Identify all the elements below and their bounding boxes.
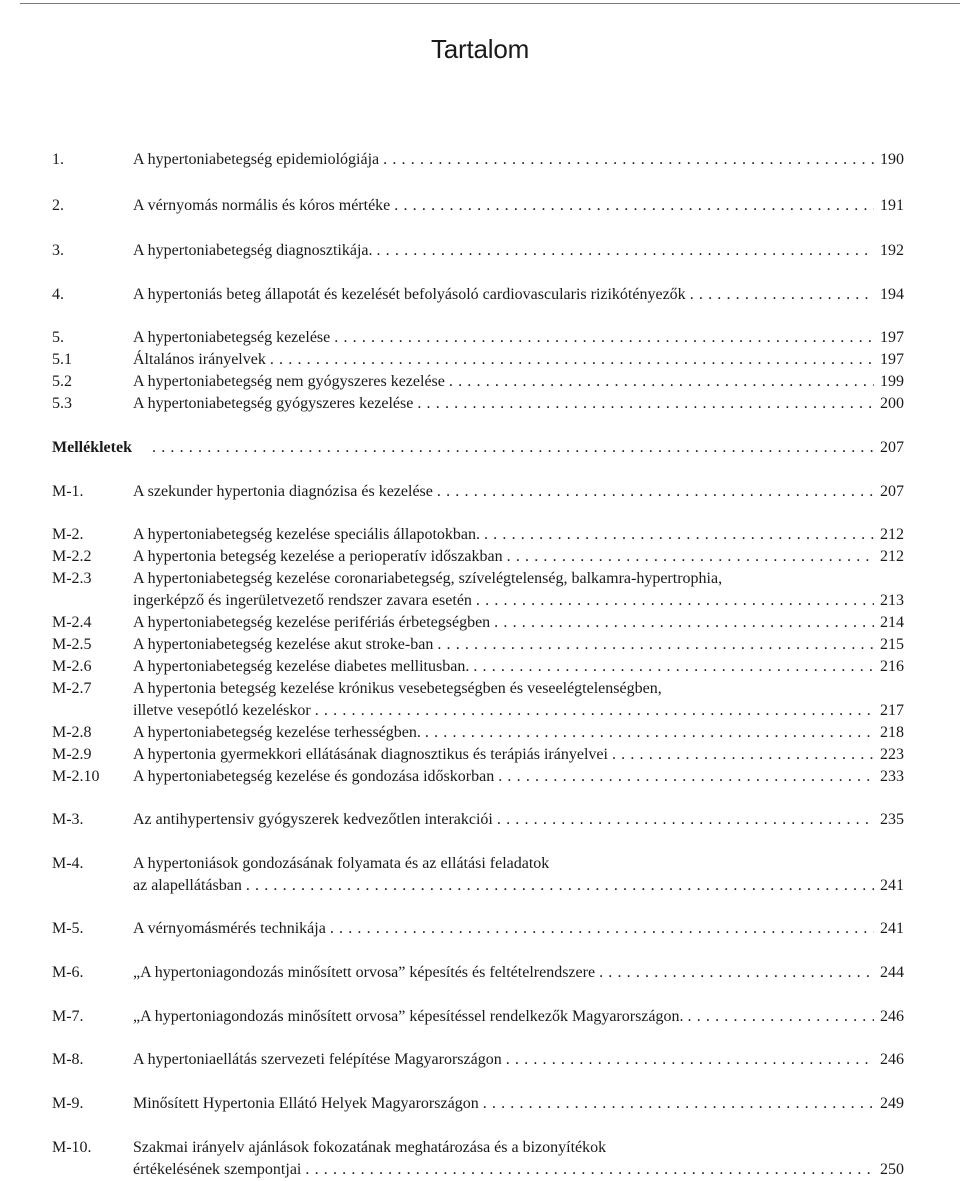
toc-page-number: 200: [880, 395, 904, 412]
toc-entry-number: M-2.2: [52, 548, 92, 565]
toc-entry-number: 2.: [52, 197, 64, 214]
toc-entry-number: 5.2: [52, 373, 72, 390]
toc-entry-title: „A hypertoniagondozás minősített orvosa” képesítéssel rendelkezők Magyarországon.: [133, 1008, 684, 1025]
toc-entry[interactable]: [52, 744, 904, 766]
dot-leader: [421, 722, 874, 744]
dot-leader: [311, 700, 874, 722]
toc-entry-title: értékelésének szempontjai: [133, 1161, 302, 1178]
toc-page-number: 217: [880, 702, 904, 719]
toc-page-number: 218: [880, 724, 904, 741]
toc-entry[interactable]: [52, 349, 904, 371]
toc-entry-number: M-8.: [52, 1051, 84, 1068]
toc-page-number: 214: [880, 614, 904, 631]
dot-leader: [326, 918, 874, 940]
toc-entry-title: „A hypertoniagondozás minősített orvosa” képesítés és feltételrendszere: [133, 964, 596, 981]
toc-entry-title: A hypertoniabetegség kezelése terhességben.: [133, 724, 421, 741]
toc-entry-title: A hypertonia betegség kezelése krónikus vesebetegségben és veseelégtelenségben,: [133, 680, 662, 697]
toc-entry-title: A hypertoniaellátás szervezeti felépítése Magyarországon: [133, 1051, 502, 1068]
toc-entry-number: M-2.8: [52, 724, 92, 741]
dot-leader: [686, 284, 874, 306]
toc-entry-number: M-2.3: [52, 570, 92, 587]
toc-entry-number: 4.: [52, 286, 64, 303]
toc-page-number: 197: [880, 351, 904, 368]
toc-page-number: 213: [880, 592, 904, 609]
toc-page-number: 194: [880, 286, 904, 303]
toc-entry-title: ingerképző és ingerületvezető rendszer zavara esetén: [133, 592, 472, 609]
toc-entry[interactable]: [52, 656, 904, 678]
dot-leader: [684, 1006, 875, 1028]
toc-entry[interactable]: [52, 437, 904, 459]
toc-entry-title: A hypertoniabetegség kezelése: [133, 329, 331, 346]
toc-entry-number: M-5.: [52, 920, 84, 937]
toc-entry-number: M-4.: [52, 855, 84, 872]
toc-page-number: 244: [880, 964, 904, 981]
toc-page-number: 249: [880, 1095, 904, 1112]
toc-entry-number: M-7.: [52, 1008, 84, 1025]
toc-entry-title: A szekunder hypertonia diagnózisa és kezelése: [133, 483, 433, 500]
toc-entry[interactable]: [52, 1137, 904, 1181]
toc-entry[interactable]: [52, 809, 904, 831]
dot-leader: [595, 962, 874, 984]
toc-entry[interactable]: [52, 371, 904, 393]
toc-entry[interactable]: [52, 149, 904, 171]
toc-page-number: 212: [880, 548, 904, 565]
toc-entry-title: A hypertoniabetegség kezelése speciális állapotokban.: [133, 526, 480, 543]
toc-entry-number: Mellékletek: [52, 439, 132, 456]
toc-page-number: 241: [880, 920, 904, 937]
dot-leader: [301, 1159, 874, 1181]
dot-leader: [433, 481, 874, 503]
toc-entry-number: M-3.: [52, 811, 84, 828]
toc-entry-title: A hypertoniabetegség kezelése perifériás érbetegségben: [133, 614, 491, 631]
toc-entry[interactable]: [52, 1006, 904, 1028]
toc-entry-title: A hypertoniabetegség kezelése diabetes mellitusban.: [133, 658, 470, 675]
dot-leader: [503, 546, 874, 568]
toc-page-number: 235: [880, 811, 904, 828]
toc-entry-number: M-9.: [52, 1095, 84, 1112]
dot-leader: [148, 437, 874, 459]
toc-entry[interactable]: [52, 327, 904, 349]
toc-entry-title: A hypertoniások gondozásának folyamata és az ellátási feladatok: [133, 855, 550, 872]
toc-entry[interactable]: [52, 568, 904, 612]
toc-entry-title: Szakmai irányelv ajánlások fokozatának meghatározása és a bizonyítékok: [133, 1139, 607, 1156]
dot-leader: [433, 634, 874, 656]
toc-entry-title: illetve vesepótló kezeléskor: [133, 702, 311, 719]
toc-entry-number: M-10.: [52, 1139, 92, 1156]
toc-entry-title: A hypertoniabetegség nem gyógyszeres kezelése: [133, 373, 445, 390]
dot-leader: [330, 327, 874, 349]
toc-page-number: 199: [880, 373, 904, 390]
toc-page-number: 207: [880, 439, 904, 456]
dot-leader: [480, 524, 874, 546]
dot-leader: [472, 590, 874, 612]
toc-entry-title: A hypertoniabetegség kezelése és gondozása időskorban: [133, 768, 495, 785]
toc-entry[interactable]: [52, 634, 904, 656]
toc-entry-number: 1.: [52, 151, 64, 168]
toc-page-number: 192: [880, 242, 904, 259]
toc-entry-number: M-2.9: [52, 746, 92, 763]
toc-page-number: 207: [880, 483, 904, 500]
toc-page-number: 216: [880, 658, 904, 675]
toc-entry-title: Általános irányelvek: [133, 351, 266, 368]
page-title: Tartalom: [430, 34, 530, 64]
toc-entry-title: A vérnyomásmérés technikája: [133, 920, 326, 937]
dot-leader: [372, 240, 874, 262]
toc-entry[interactable]: [52, 195, 904, 217]
toc-entry[interactable]: [52, 481, 904, 503]
toc-page-number: 191: [880, 197, 904, 214]
toc-page-number: 241: [880, 877, 904, 894]
toc-entry-title: A hypertoniabetegség gyógyszeres kezelése: [133, 395, 414, 412]
toc-entry-number: 5.1: [52, 351, 72, 368]
toc-entry-title: A hypertoniabetegség kezelése coronariabetegség, szívelégtelenség, balkamra-hypertrophia,: [133, 570, 723, 587]
toc-entry[interactable]: [52, 284, 904, 306]
toc-entry-title: Az antihypertensiv gyógyszerek kedvezőtlen interakciói: [133, 811, 493, 828]
toc-entry[interactable]: [52, 524, 904, 546]
toc-entry-number: M-2.7: [52, 680, 92, 697]
toc-entry-number: M-2.10: [52, 768, 100, 785]
toc-page-number: 223: [880, 746, 904, 763]
toc-entry-title: A hypertoniabetegség kezelése akut stroke-ban: [133, 636, 434, 653]
toc-entry[interactable]: [52, 766, 904, 788]
toc-entry[interactable]: [52, 612, 904, 634]
dot-leader: [493, 809, 874, 831]
dot-leader: [502, 1049, 874, 1071]
toc-page-number: 215: [880, 636, 904, 653]
toc-page-number: 246: [880, 1008, 904, 1025]
toc-entry-number: 3.: [52, 242, 64, 259]
toc-entry-number: 5.3: [52, 395, 72, 412]
toc-page-number: 197: [880, 329, 904, 346]
toc-entry[interactable]: [52, 853, 904, 897]
toc-entry-number: 5.: [52, 329, 64, 346]
top-rule: [20, 3, 960, 4]
toc-entry-title: A hypertoniás beteg állapotát és kezelését befolyásoló cardiovascularis rizikótényezők: [133, 286, 686, 303]
toc-entry-title: Minősített Hypertonia Ellátó Helyek Magyarországon: [133, 1095, 479, 1112]
dot-leader: [413, 393, 874, 415]
toc-entry-number: M-2.5: [52, 636, 92, 653]
toc-entry[interactable]: [52, 546, 904, 568]
toc-entry[interactable]: [52, 393, 904, 415]
dot-leader: [242, 875, 874, 897]
dot-leader: [469, 656, 874, 678]
dot-leader: [379, 149, 874, 171]
dot-leader: [266, 349, 874, 371]
toc-entry-title: A hypertonia betegség kezelése a perioperatív időszakban: [133, 548, 503, 565]
toc-entry[interactable]: [52, 722, 904, 744]
dot-leader: [479, 1093, 874, 1115]
dot-leader: [490, 612, 874, 634]
toc-entry-number: M-2.4: [52, 614, 92, 631]
dot-leader: [445, 371, 874, 393]
toc-entry-number: M-1.: [52, 483, 84, 500]
toc-entry-number: M-6.: [52, 964, 84, 981]
toc-page-number: 212: [880, 526, 904, 543]
dot-leader: [390, 195, 874, 217]
toc-entry[interactable]: [52, 962, 904, 984]
toc-entry[interactable]: [52, 678, 904, 722]
toc-entry-number: M-2.: [52, 526, 84, 543]
toc-page-number: 190: [880, 151, 904, 168]
toc-entry[interactable]: [52, 918, 904, 940]
toc-entry[interactable]: [52, 240, 904, 262]
toc-entry[interactable]: [52, 1093, 904, 1115]
toc-entry-title: A vérnyomás normális és kóros mértéke: [133, 197, 391, 214]
toc-entry[interactable]: [52, 1049, 904, 1071]
dot-leader: [608, 744, 874, 766]
toc-entry-title: A hypertonia gyermekkori ellátásának diagnosztikus és terápiás irányelvei: [133, 746, 608, 763]
toc-page-number: 246: [880, 1051, 904, 1068]
toc-entry-title: A hypertoniabetegség epidemiológiája: [133, 151, 380, 168]
toc-entry-title: A hypertoniabetegség diagnosztikája.: [133, 242, 373, 259]
toc-page-number: 233: [880, 768, 904, 785]
toc-entry-number: M-2.6: [52, 658, 92, 675]
toc-page-number: 250: [880, 1161, 904, 1178]
dot-leader: [494, 766, 874, 788]
toc-entry-title: az alapellátásban: [133, 877, 242, 894]
